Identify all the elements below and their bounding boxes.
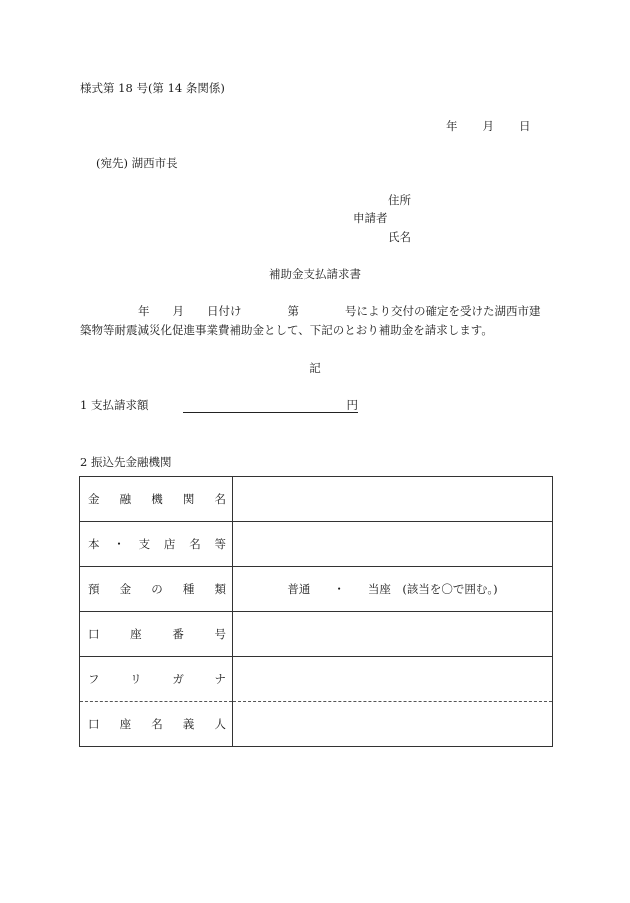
label-char: 金	[119, 582, 132, 596]
label-char: 名	[151, 717, 163, 731]
label-char: 口	[88, 627, 100, 641]
label-char: 義	[182, 717, 195, 731]
label-char: 類	[214, 582, 226, 596]
label-char: 機	[151, 492, 163, 506]
furigana-row	[80, 657, 553, 702]
row-value-field[interactable]	[233, 477, 553, 522]
payment-amount-label: 1 支払請求額	[80, 398, 149, 412]
bank-info-table	[79, 476, 553, 747]
label-char: 本	[88, 537, 100, 551]
document-title: 補助金支払請求書	[269, 267, 361, 281]
label-char: 関	[182, 492, 195, 506]
label-char: 種	[182, 582, 195, 596]
payment-amount-field[interactable]	[183, 398, 358, 413]
applicant-label: 申請者	[353, 211, 388, 225]
label-char: 人	[214, 717, 226, 731]
row-label	[80, 657, 233, 702]
label-char: ナ	[214, 672, 226, 686]
label-char: ガ	[172, 672, 184, 686]
row-value-field[interactable]	[233, 657, 553, 702]
row-label	[80, 522, 233, 567]
branch-name-row	[80, 522, 553, 567]
label-char: 支	[138, 537, 151, 551]
row-label	[80, 702, 233, 747]
label-char: リ	[130, 672, 142, 686]
body-text-line-1: 年 月 日付け 第 号により交付の確定を受けた湖西市建	[138, 304, 541, 318]
body-text-line-2: 築物等耐震減災化促進事業費補助金として、下記のとおり補助金を請求します。	[80, 323, 493, 337]
label-char: 等	[214, 537, 226, 551]
label-char: 名	[189, 537, 201, 551]
row-value-field[interactable]	[233, 612, 553, 657]
row-value-field[interactable]	[233, 702, 553, 747]
label-char: 金	[88, 492, 100, 506]
label-char: フ	[88, 672, 100, 686]
ki-heading: 記	[309, 361, 321, 375]
date-month: 月	[482, 119, 494, 133]
account-number-row	[80, 612, 553, 657]
row-value-field[interactable]	[233, 567, 553, 612]
bank-section-label: 2 振込先金融機関	[80, 455, 172, 469]
label-char: 口	[88, 717, 100, 731]
row-label	[80, 477, 233, 522]
amount-unit: 円	[346, 398, 358, 412]
addressee: (宛先) 湖西市長	[96, 156, 178, 170]
date-year: 年	[446, 119, 458, 133]
label-char: 預	[88, 582, 100, 596]
label-char: 号	[214, 627, 226, 641]
row-value-text: 普通 ・ 当座 (該当を〇で囲む。)	[287, 582, 498, 596]
deposit-type-row	[80, 567, 553, 612]
date-line	[446, 119, 531, 133]
account-holder-row	[80, 702, 553, 747]
label-char: ・	[113, 537, 125, 551]
label-char: 名	[214, 492, 226, 506]
bank-name-row	[80, 477, 553, 522]
label-char: 座	[130, 627, 142, 641]
form-number: 様式第 18 号(第 14 条関係)	[80, 81, 225, 95]
row-label	[80, 567, 233, 612]
label-char: 店	[163, 537, 176, 551]
row-value-field[interactable]	[233, 522, 553, 567]
date-day: 日	[519, 119, 531, 133]
label-char: 座	[119, 717, 132, 731]
label-char: 番	[172, 627, 184, 641]
label-char: 融	[119, 492, 132, 506]
address-label: 住所	[388, 193, 411, 207]
name-label: 氏名	[388, 230, 411, 244]
label-char: の	[151, 582, 163, 596]
row-label	[80, 612, 233, 657]
